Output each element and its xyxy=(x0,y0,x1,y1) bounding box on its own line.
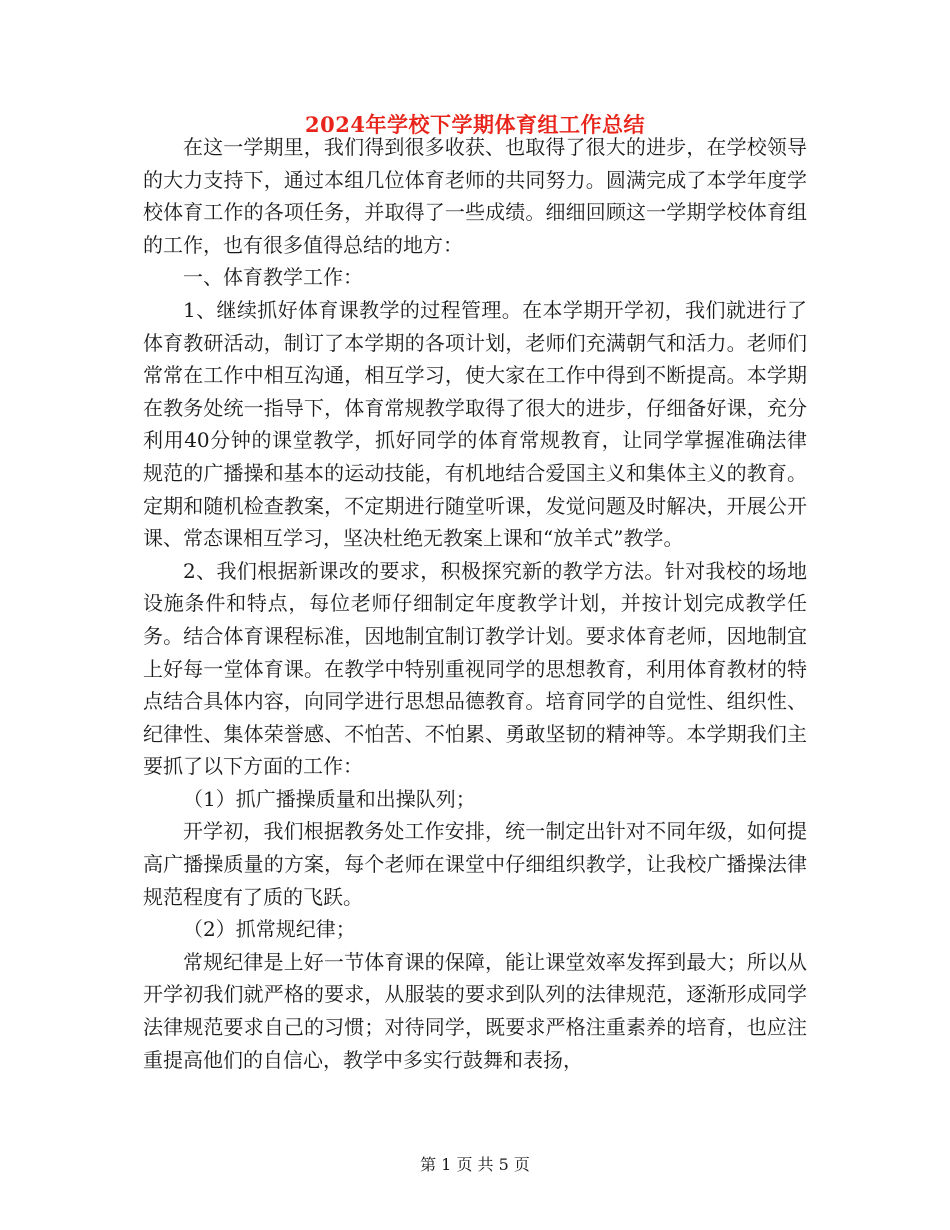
subheading-broadcast-exercise: （1）抓广播操质量和出操队列； xyxy=(183,786,476,811)
section-heading-teaching: 一、体育教学工作： xyxy=(183,265,363,290)
document-body xyxy=(143,131,807,1076)
paragraph-discipline: 常规纪律是上好一节体育课的保障，能让课堂效率发挥到最大；所以从开学初我们就严格的要求，从服装的要求到队列的法律规范，逐渐形成同学法律规范要求自己的习惯；对待同学，既要求严格注重素养的培育，也应注重提高他们的自信心，教学中多实行鼓舞和表扬， xyxy=(143,949,807,1072)
document-title: 2024年学校下学期体育组工作总结 xyxy=(305,112,645,137)
paragraph-point-1: 1、继续抓好体育课教学的过程管理。在本学期开学初，我们就进行了体育教研活动，制订了本学期的各项计划，老师们充满朝气和活力。老师们常常在工作中相互沟通，相互学习，使大家在工作中得到不断提高。本学期在教务处统一指导下，体育常规教学取得了很大的进步，仔细备好课，充分利用40分钟的课堂教学，抓好同学的体育常规教育，让同学掌握准确法律规范的广播操和基本的运动技能，有机地结合爱国主义和集体主义的教育。定期和随机检查教案，不定期进行随堂听课，发觉问题及时解决，开展公开课、常态课相互学习，坚决杜绝无教案上课和“放羊式”教学。 xyxy=(143,297,807,551)
page-number-footer: 第 1 页 共 5 页 xyxy=(420,1155,530,1174)
paragraph-intro: 在这一学期里，我们得到很多收获、也取得了很大的进步，在学校领导的大力支持下，通过本组几位体育老师的共同努力。圆满完成了本学年度学校体育工作的各项任务，并取得了一些成绩。细细回顾这一学期学校体育组的工作，也有很多值得总结的地方： xyxy=(143,135,807,257)
paragraph-broadcast-exercise: 开学初，我们根据教务处工作安排，统一制定出针对不同年级，如何提高广播操质量的方案，每个老师在课堂中仔细组织教学，让我校广播操法律规范程度有了质的飞跃。 xyxy=(143,819,807,909)
subheading-discipline: （2）抓常规纪律； xyxy=(183,917,356,942)
paragraph-point-2: 2、我们根据新课改的要求，积极探究新的教学方法。针对我校的场地设施条件和特点，每位老师仔细制定年度教学计划，并按计划完成教学任务。结合体育课程标准，因地制宜制订教学计划。要求体育老师，因地制宜上好每一堂体育课。在教学中特别重视同学的思想教育，利用体育教材的特点结合具体内容，向同学进行思想品德教育。培育同学的自觉性、组织性、纪律性、集体荣誉感、不怕苦、不怕累、勇敢坚韧的精神等。本学期我们主要抓了以下方面的工作： xyxy=(143,558,807,779)
